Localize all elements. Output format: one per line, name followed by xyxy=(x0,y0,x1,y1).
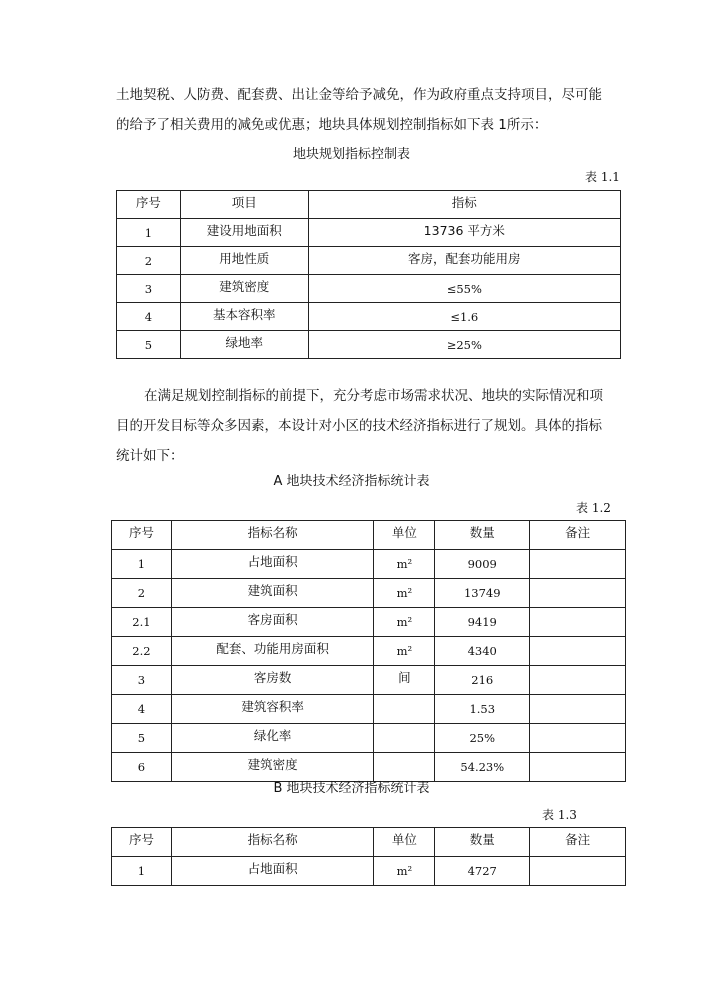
table2-title: A 地块技术经济指标统计表 xyxy=(273,474,430,489)
table-cell: 13749 xyxy=(435,579,530,608)
table-cell: ≤1.6 xyxy=(308,303,620,331)
table-cell: 1 xyxy=(117,219,181,247)
table-row xyxy=(117,247,621,275)
stats-paragraph: 在满足规划控制指标的前提下，充分考虑市场需求状况、地块的实际情况和项目的开发目标等众多因素，本设计对小区的技术经济指标进行了规划。具体的指标统计如下： xyxy=(116,388,603,464)
block-b-stats-table xyxy=(111,827,626,886)
table-row xyxy=(112,666,626,695)
table-cell: 2 xyxy=(117,247,181,275)
header-cell: 数量 xyxy=(435,828,530,857)
table1-label: 表 1.1 xyxy=(585,170,620,184)
table-cell: 1.53 xyxy=(435,695,530,724)
table-cell: 5 xyxy=(112,724,172,753)
table-cell: 2.1 xyxy=(112,608,172,637)
table-row xyxy=(112,579,626,608)
table-cell: 5 xyxy=(117,331,181,359)
table-row xyxy=(117,219,621,247)
table-cell: 绿地率 xyxy=(180,331,308,359)
table-cell: 4 xyxy=(117,303,181,331)
table-cell: 4727 xyxy=(435,857,530,886)
header-cell: 序号 xyxy=(112,521,172,550)
table-cell: 客房，配套功能用房 xyxy=(308,247,620,275)
header-cell: 数量 xyxy=(435,521,530,550)
table-cell: 4340 xyxy=(435,637,530,666)
table-cell: m² xyxy=(374,608,435,637)
table-cell: 占地面积 xyxy=(171,857,374,886)
table-cell: 6 xyxy=(112,753,172,782)
table-cell: 9419 xyxy=(435,608,530,637)
header-cell: 备注 xyxy=(530,521,626,550)
table-row xyxy=(117,275,621,303)
table-row xyxy=(112,695,626,724)
table-row xyxy=(112,608,626,637)
block-a-stats-table xyxy=(111,520,626,782)
table-cell: 用地性质 xyxy=(180,247,308,275)
table-cell: 客房数 xyxy=(171,666,374,695)
header-cell: 指标名称 xyxy=(171,828,374,857)
intro-paragraph: 土地契税、人防费、配套费、出让金等给予减免，作为政府重点支持项目，尽可能的给予了相关费用的减免或优惠；地块具体规划控制指标如下表 1所示： xyxy=(116,87,602,133)
table-cell: 客房面积 xyxy=(171,608,374,637)
table-cell: 1 xyxy=(112,857,172,886)
table1-title: 地块规划指标控制表 xyxy=(292,147,410,162)
table-cell: 9009 xyxy=(435,550,530,579)
table-cell xyxy=(374,695,435,724)
table-cell: 3 xyxy=(112,666,172,695)
header-cell: 单位 xyxy=(374,521,435,550)
table-cell: ≥25% xyxy=(308,331,620,359)
table-row xyxy=(112,724,626,753)
table-cell: 3 xyxy=(117,275,181,303)
table-cell: 占地面积 xyxy=(171,550,374,579)
table-row xyxy=(112,550,626,579)
table-cell: 54.23% xyxy=(435,753,530,782)
header-cell: 单位 xyxy=(374,828,435,857)
table3-title: B 地块技术经济指标统计表 xyxy=(273,781,430,796)
table-cell xyxy=(530,857,626,886)
table-row xyxy=(117,303,621,331)
table-cell: 216 xyxy=(435,666,530,695)
planning-control-table xyxy=(116,190,621,359)
table-cell xyxy=(374,724,435,753)
table-cell xyxy=(530,724,626,753)
table-cell xyxy=(530,608,626,637)
table-header-row xyxy=(117,191,621,219)
table-cell: 配套、功能用房面积 xyxy=(171,637,374,666)
table-row xyxy=(112,637,626,666)
table-cell: 4 xyxy=(112,695,172,724)
header-cell: 序号 xyxy=(112,828,172,857)
table-cell: 25% xyxy=(435,724,530,753)
table-cell xyxy=(530,637,626,666)
table-cell xyxy=(530,695,626,724)
table-cell: 建筑密度 xyxy=(171,753,374,782)
table-cell: 基本容积率 xyxy=(180,303,308,331)
table-cell xyxy=(530,550,626,579)
table-cell: m² xyxy=(374,637,435,666)
table-cell: 间 xyxy=(374,666,435,695)
table-cell: 1 xyxy=(112,550,172,579)
table-cell: 绿化率 xyxy=(171,724,374,753)
table-row xyxy=(112,857,626,886)
header-cell: 序号 xyxy=(117,191,181,219)
table-cell: 2.2 xyxy=(112,637,172,666)
table-cell: m² xyxy=(374,857,435,886)
table-cell: 建筑容积率 xyxy=(171,695,374,724)
table2-label: 表 1.2 xyxy=(576,501,611,515)
header-cell: 备注 xyxy=(530,828,626,857)
table-cell xyxy=(530,579,626,608)
table-cell: 建设用地面积 xyxy=(180,219,308,247)
table-cell: 建筑面积 xyxy=(171,579,374,608)
header-cell: 指标名称 xyxy=(171,521,374,550)
table-cell xyxy=(530,666,626,695)
header-cell: 项目 xyxy=(180,191,308,219)
table-cell: 建筑密度 xyxy=(180,275,308,303)
table-cell: 2 xyxy=(112,579,172,608)
table-header-row xyxy=(112,828,626,857)
table-row xyxy=(117,331,621,359)
table-cell: m² xyxy=(374,550,435,579)
table-cell: m² xyxy=(374,579,435,608)
table-cell: ≤55% xyxy=(308,275,620,303)
table-cell: 13736 平方米 xyxy=(308,219,620,247)
table3-label: 表 1.3 xyxy=(542,808,577,822)
table-header-row xyxy=(112,521,626,550)
header-cell: 指标 xyxy=(308,191,620,219)
